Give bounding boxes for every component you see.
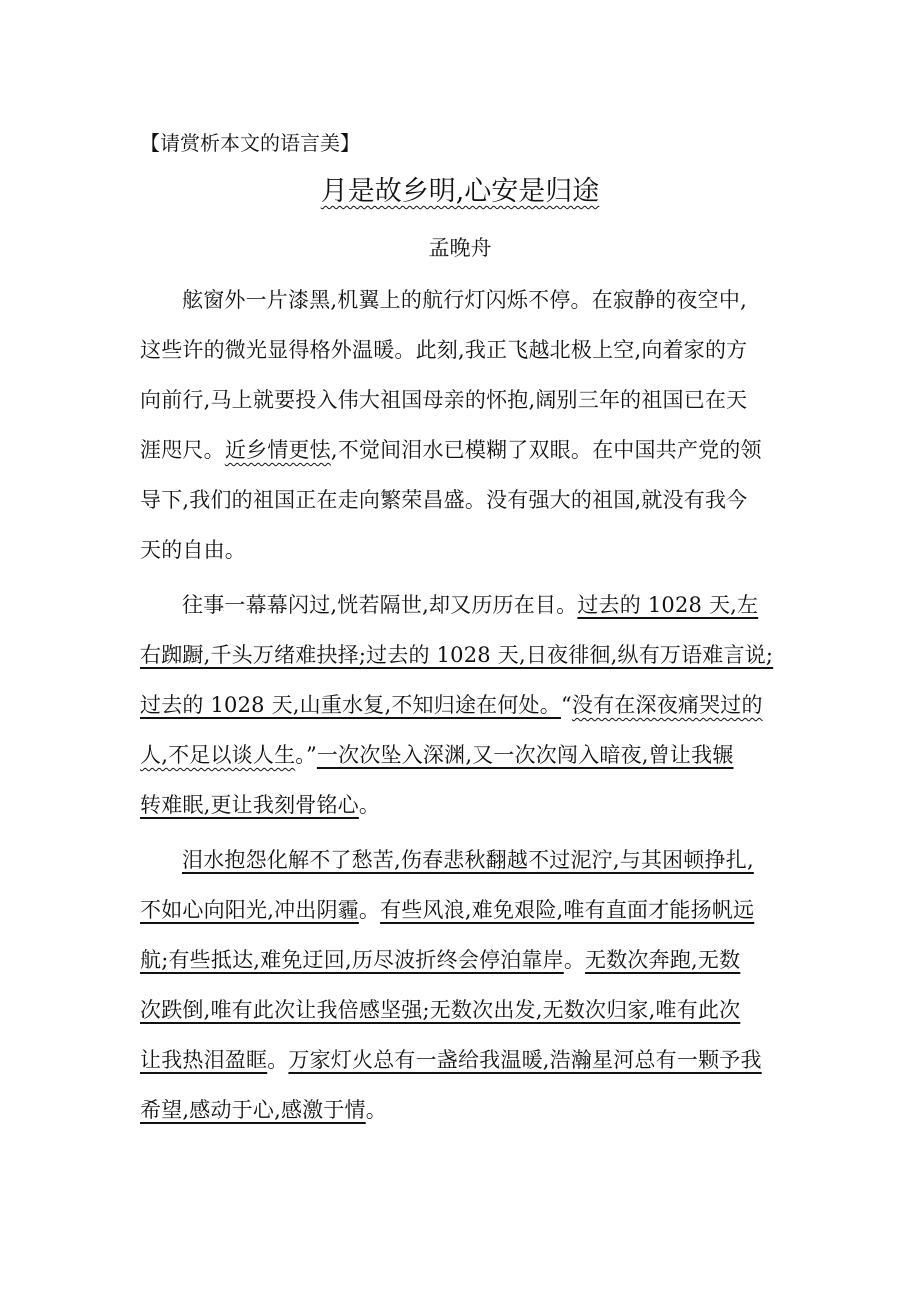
section-heading: 【请赏析本文的语言美】 [140, 131, 360, 155]
para1-line4-text-c: ,不觉间泪水已模糊了双眼。在中国共产党的领 [330, 438, 762, 462]
article-title-text: 月是故乡明,心安是归途 [320, 176, 600, 207]
para2-line3 [140, 689, 763, 721]
para2-line1-underlined: 过去的 1028 天,左 [577, 593, 759, 617]
para3-line2-stop: 。 [358, 898, 381, 922]
para2-line5-underlined: 转难眠,更让我刻骨铭心 [140, 793, 359, 817]
para3-line2-underlined-c: 有些风浪,难免艰险,唯有直面才能扬帆远 [380, 898, 755, 922]
para3-line4 [140, 994, 740, 1026]
article-title [0, 172, 920, 212]
para3-line3 [140, 944, 740, 976]
para2-line2 [140, 639, 773, 671]
para3-line6-underlined: 希望,感动于心,感激于情 [140, 1098, 366, 1122]
para3-line3-underlined-a: 航;有些抵达,难免迂回,历尽波折终会停泊靠岸 [140, 948, 564, 972]
para2-line4-quote: 。” [295, 743, 317, 767]
para1-line3: 向前行,马上就要投入伟大祖国母亲的怀抱,阔别三年的祖国已在天 [140, 388, 748, 412]
para1-line5: 导下,我们的祖国正在走向繁荣昌盛。没有强大的祖国,就没有我今 [140, 488, 748, 512]
para3-line5-underlined-a: 让我热泪盈眶 [140, 1048, 268, 1072]
para3-line5-underlined-c: 万家灯火总有一盏给我温暖,浩瀚星河总有一颗予我 [288, 1048, 762, 1072]
para1-line1: 舷窗外一片漆黑,机翼上的航行灯闪烁不停。在寂静的夜空中, [182, 288, 747, 312]
para3-line1-underlined: 泪水抱怨化解不了愁苦,伤春悲秋翻越不过泥泞,与其困顿挣扎, [182, 848, 754, 872]
para2-line1-text-a: 往事一幕幕闪过,恍若隔世,却又历历在目。 [182, 593, 578, 617]
para1-line4-text-a: 涯咫尺。 [140, 438, 225, 462]
para3-line6 [140, 1094, 387, 1126]
para3-line4-underlined: 次跌倒,唯有此次让我倍感坚强;无数次出发,无数次归家,唯有此次 [140, 998, 741, 1022]
para3-line3-stop: 。 [563, 948, 586, 972]
para1-line4 [140, 434, 762, 466]
para2-line3-quote: “ [560, 693, 572, 717]
para1-line6: 天的自由。 [140, 538, 246, 562]
para2-line5-end: 。 [358, 793, 381, 817]
article-author: 孟晚舟 [428, 236, 492, 260]
para2-line4 [140, 739, 733, 771]
para3-line3-underlined-c: 无数次奔跑,无数 [585, 948, 741, 972]
para3-line5-stop: 。 [267, 1048, 289, 1072]
para2-line3-underlined: 过去的 1028 天,山重水复,不知归途在何处。 [140, 693, 561, 717]
para3-line2-underlined-a: 不如心向阳光,冲出阴霾 [140, 898, 359, 922]
para2-line2-underlined: 右踟蹰,千头万绪难抉择;过去的 1028 天,日夜徘徊,纵有万语难言说; [140, 643, 774, 667]
para3-line1 [182, 844, 754, 876]
para2-line5 [140, 789, 380, 821]
para2-line3-wavy: 没有在深夜痛哭过的 [571, 693, 763, 717]
para3-line6-stop: 。 [365, 1098, 387, 1122]
para1-line2: 这些许的微光显得格外温暖。此刻,我正飞越北极上空,向着家的方 [140, 338, 748, 362]
para2-line4-wavy: 人,不足以谈人生 [140, 743, 296, 767]
para2-line1 [182, 589, 758, 621]
para1-line4-wavy: 近乡情更怯 [224, 438, 331, 462]
para3-line2 [140, 894, 754, 926]
para2-line4-underlined: 一次次坠入深渊,又一次次闯入暗夜,曾让我辗 [316, 743, 734, 767]
para3-line5 [140, 1044, 762, 1076]
